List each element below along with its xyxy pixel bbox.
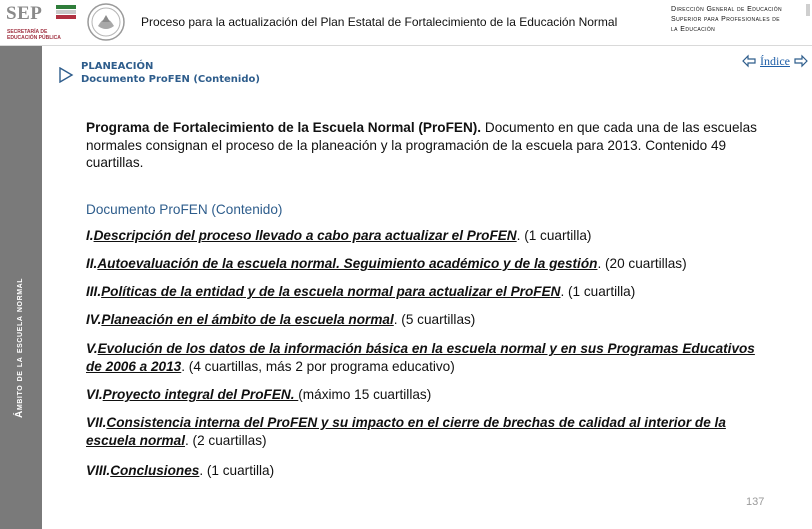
item-note: . (2 cuartillas) [184,433,267,448]
department-line: Dirección General de Educación [671,6,783,13]
section-heading [81,60,260,86]
item-number: I. [86,228,94,243]
list-title: Documento ProFEN (Contenido) [86,202,283,217]
sep-logo-text: SEP [6,3,43,24]
list-item [86,283,766,301]
arrow-left-icon[interactable] [742,54,756,68]
item-title: Políticas de la entidad y de la escuela normal para actualizar el ProFEN [101,284,561,299]
national-seal-icon [86,2,126,42]
item-title: Proyecto integral del ProFEN. [102,387,299,402]
sidebar-label: Ámbito de la escuela normal [14,277,25,418]
list-item [86,340,766,376]
header-bar [0,0,812,46]
list-item [86,386,766,404]
intro-text: Documento en que cada una de las escuelas normales consignan el proceso de la planeación y la programación de la escuela para 2013. Contenido 49 cuartillas. [86,120,757,170]
section-title: PLANEACIÓN [81,61,154,72]
item-number: IV. [86,312,102,327]
item-title: Consistencia interna del ProFEN y su impacto en el cierre de brechas de calidad al interior de la escuela normal [86,415,726,448]
item-note: . (1 cuartilla) [516,228,592,243]
item-number: VII. [86,415,107,430]
item-number: II. [86,256,98,271]
header-divider [0,45,812,46]
play-triangle-icon [58,67,74,83]
item-note: . (20 cuartillas) [597,256,687,271]
item-number: III. [86,284,102,299]
department-name [671,5,807,35]
intro-bold: Programa de Fortalecimiento de la Escuela Normal (ProFEN). [86,120,482,135]
item-note: . (1 cuartilla) [560,284,636,299]
item-number: VI. [86,387,103,402]
department-line: Superior para Profesionales de [671,16,781,23]
intro-paragraph [86,119,766,172]
list-item [86,227,766,245]
header-accent-bar [806,4,810,16]
section-subtitle: Documento ProFEN (Contenido) [81,74,260,85]
list-item [86,414,766,450]
navigation [742,52,808,70]
item-number: V. [86,341,98,356]
index-link[interactable]: Índice [760,53,790,68]
item-title: Descripción del proceso llevado a cabo para actualizar el ProFEN [93,228,517,243]
department-line: la Educación [671,26,716,33]
item-title: Autoevaluación de la escuela normal. Seguimiento académico y de la gestión [97,256,598,271]
item-title: Conclusiones [110,463,200,478]
presentation-title: Proceso para la actualización del Plan Estatal de Fortalecimiento de la Educación Normal [141,15,618,29]
item-note: . (5 cuartillas) [393,312,476,327]
arrow-right-icon[interactable] [794,54,808,68]
flag-icon [56,5,76,19]
item-title: Evolución de los datos de la información básica en la escuela normal y en sus Programas Educativos de 2006 a 2013 [86,341,755,374]
sep-logo [6,3,78,43]
sidebar [0,46,42,529]
item-note: (máximo 15 cuartillas) [298,387,432,402]
item-title: Planeación en el ámbito de la escuela normal [101,312,394,327]
item-number: VIII. [86,463,111,478]
page-number: 137 [746,496,765,508]
list-item [86,462,766,480]
item-note: . (4 cuartillas, más 2 por programa educativo) [181,359,455,374]
list-item [86,311,766,329]
list-item [86,255,766,273]
item-note: . (1 cuartilla) [199,463,275,478]
sep-logo-subtext: SECRETARÍA DE EDUCACIÓN PÚBLICA [7,29,61,41]
